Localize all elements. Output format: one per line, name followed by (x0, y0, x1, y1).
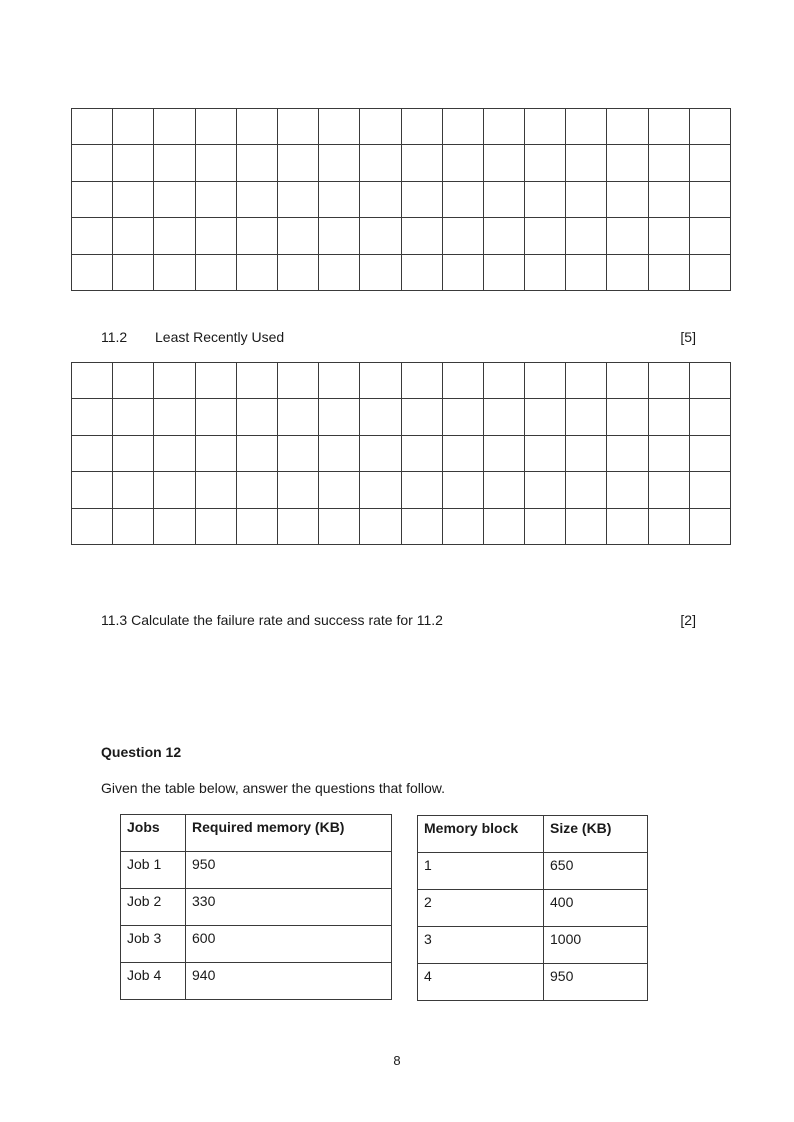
grid-cell[interactable] (525, 254, 566, 290)
grid-cell[interactable] (442, 399, 483, 435)
grid-cell[interactable] (525, 399, 566, 435)
grid-cell[interactable] (401, 109, 442, 145)
grid-cell[interactable] (154, 508, 195, 544)
grid-cell[interactable] (525, 109, 566, 145)
grid-cell[interactable] (319, 109, 360, 145)
grid-cell[interactable] (566, 399, 607, 435)
grid-cell[interactable] (154, 181, 195, 217)
grid-cell[interactable] (648, 472, 689, 508)
grid-cell[interactable] (360, 109, 401, 145)
grid-cell[interactable] (113, 109, 154, 145)
grid-cell[interactable] (607, 181, 648, 217)
grid-cell[interactable] (360, 145, 401, 181)
block-number: 1 (418, 853, 544, 890)
grid-cell[interactable] (195, 508, 236, 544)
grid-row (72, 435, 731, 471)
grid-cell[interactable] (566, 254, 607, 290)
grid-row (72, 218, 731, 254)
grid-cell[interactable] (483, 218, 524, 254)
grid-cell[interactable] (277, 145, 318, 181)
grid-cell[interactable] (483, 145, 524, 181)
grid-cell[interactable] (236, 399, 277, 435)
grid-cell[interactable] (607, 472, 648, 508)
grid-cell[interactable] (525, 218, 566, 254)
table-row (121, 852, 392, 889)
block-size: 1000 (544, 927, 648, 964)
table-row (418, 853, 648, 890)
grid-cell[interactable] (236, 145, 277, 181)
grid-cell[interactable] (154, 109, 195, 145)
question-12-intro: Given the table below, answer the questions that follow. (101, 780, 445, 796)
grid-cell[interactable] (566, 145, 607, 181)
grid-cell[interactable] (72, 363, 113, 399)
grid-cell[interactable] (277, 508, 318, 544)
grid-cell[interactable] (360, 399, 401, 435)
grid-cell[interactable] (689, 508, 730, 544)
grid-cell[interactable] (154, 472, 195, 508)
grid-cell[interactable] (648, 218, 689, 254)
grid-row (72, 254, 731, 290)
grid-cell[interactable] (72, 109, 113, 145)
grid-cell[interactable] (607, 363, 648, 399)
grid-cell[interactable] (566, 109, 607, 145)
grid-cell[interactable] (483, 399, 524, 435)
grid-cell[interactable] (483, 472, 524, 508)
grid-cell[interactable] (648, 399, 689, 435)
grid-cell[interactable] (277, 181, 318, 217)
grid-cell[interactable] (277, 363, 318, 399)
grid-cell[interactable] (277, 218, 318, 254)
grid-cell[interactable] (154, 145, 195, 181)
grid-cell[interactable] (319, 399, 360, 435)
grid-cell[interactable] (72, 145, 113, 181)
grid-cell[interactable] (442, 472, 483, 508)
question-title: Least Recently Used (155, 329, 285, 345)
grid-cell[interactable] (360, 363, 401, 399)
grid-cell[interactable] (648, 145, 689, 181)
answer-grid-lru (71, 362, 731, 545)
grid-cell[interactable] (525, 181, 566, 217)
block-number: 4 (418, 964, 544, 1001)
grid-cell[interactable] (277, 109, 318, 145)
grid-cell[interactable] (689, 254, 730, 290)
grid-row (72, 181, 731, 217)
grid-cell[interactable] (648, 363, 689, 399)
grid-cell[interactable] (401, 363, 442, 399)
grid-cell[interactable] (525, 435, 566, 471)
grid-cell[interactable] (113, 218, 154, 254)
table-row (121, 926, 392, 963)
header-required-memory: Required memory (KB) (186, 815, 392, 852)
grid-cell[interactable] (689, 399, 730, 435)
grid-cell[interactable] (236, 254, 277, 290)
block-number: 2 (418, 890, 544, 927)
grid-cell[interactable] (72, 218, 113, 254)
grid-row (72, 363, 731, 399)
grid-row (72, 508, 731, 544)
grid-cell[interactable] (72, 254, 113, 290)
grid-cell[interactable] (319, 254, 360, 290)
grid-cell[interactable] (195, 145, 236, 181)
grid-cell[interactable] (442, 435, 483, 471)
block-size: 400 (544, 890, 648, 927)
grid-cell[interactable] (607, 109, 648, 145)
grid-cell[interactable] (401, 472, 442, 508)
grid-cell[interactable] (72, 181, 113, 217)
grid-cell[interactable] (483, 109, 524, 145)
grid-cell[interactable] (689, 218, 730, 254)
grid-cell[interactable] (607, 435, 648, 471)
grid-cell[interactable] (689, 145, 730, 181)
grid-cell[interactable] (360, 435, 401, 471)
grid-cell[interactable] (113, 472, 154, 508)
grid-cell[interactable] (113, 181, 154, 217)
grid-cell[interactable] (525, 472, 566, 508)
grid-cell[interactable] (525, 363, 566, 399)
grid-cell[interactable] (689, 109, 730, 145)
grid-cell[interactable] (72, 472, 113, 508)
grid-cell[interactable] (442, 508, 483, 544)
grid-cell[interactable] (401, 145, 442, 181)
grid-cell[interactable] (442, 254, 483, 290)
table-header-row (418, 816, 648, 853)
grid-cell[interactable] (72, 435, 113, 471)
grid-cell[interactable] (195, 399, 236, 435)
table-row (121, 889, 392, 926)
grid-cell[interactable] (648, 109, 689, 145)
grid-cell[interactable] (689, 181, 730, 217)
question-11-2-heading (101, 329, 284, 345)
grid-cell[interactable] (442, 145, 483, 181)
grid-cell[interactable] (236, 218, 277, 254)
grid-cell[interactable] (566, 472, 607, 508)
grid-cell[interactable] (277, 399, 318, 435)
grid-cell[interactable] (113, 254, 154, 290)
question-number: 11.2 (101, 329, 128, 345)
grid-cell[interactable] (154, 399, 195, 435)
job-name: Job 2 (121, 889, 186, 926)
marks-11-2: [5] (680, 329, 696, 345)
grid-cell[interactable] (525, 508, 566, 544)
grid-cell[interactable] (607, 254, 648, 290)
grid-cell[interactable] (236, 435, 277, 471)
grid-row (72, 399, 731, 435)
grid-cell[interactable] (113, 508, 154, 544)
grid-cell[interactable] (442, 363, 483, 399)
grid-cell[interactable] (401, 399, 442, 435)
block-number: 3 (418, 927, 544, 964)
grid-cell[interactable] (195, 472, 236, 508)
grid-cell[interactable] (525, 145, 566, 181)
grid-cell[interactable] (607, 218, 648, 254)
grid-cell[interactable] (195, 435, 236, 471)
grid-cell[interactable] (648, 435, 689, 471)
grid-cell[interactable] (195, 363, 236, 399)
marks-11-3: [2] (680, 612, 696, 628)
grid-cell[interactable] (113, 145, 154, 181)
grid-cell[interactable] (154, 254, 195, 290)
grid-cell[interactable] (154, 218, 195, 254)
grid-cell[interactable] (195, 181, 236, 217)
grid-cell[interactable] (483, 363, 524, 399)
grid-cell[interactable] (113, 435, 154, 471)
job-memory: 600 (186, 926, 392, 963)
grid-cell[interactable] (607, 145, 648, 181)
grid-cell[interactable] (607, 508, 648, 544)
header-size: Size (KB) (544, 816, 648, 853)
grid-cell[interactable] (401, 508, 442, 544)
grid-cell[interactable] (648, 254, 689, 290)
grid-cell[interactable] (566, 181, 607, 217)
grid-cell[interactable] (483, 508, 524, 544)
grid-cell[interactable] (360, 508, 401, 544)
grid-cell[interactable] (277, 254, 318, 290)
grid-cell[interactable] (360, 218, 401, 254)
grid-cell[interactable] (319, 218, 360, 254)
grid-cell[interactable] (319, 145, 360, 181)
job-name: Job 3 (121, 926, 186, 963)
grid-cell[interactable] (401, 435, 442, 471)
grid-row (72, 145, 731, 181)
header-jobs: Jobs (121, 815, 186, 852)
grid-cell[interactable] (319, 435, 360, 471)
block-size: 950 (544, 964, 648, 1001)
job-memory: 330 (186, 889, 392, 926)
grid-cell[interactable] (566, 218, 607, 254)
grid-cell[interactable] (236, 472, 277, 508)
grid-cell[interactable] (607, 399, 648, 435)
page-number: 8 (393, 1053, 401, 1068)
grid-cell[interactable] (72, 508, 113, 544)
grid-cell[interactable] (195, 109, 236, 145)
grid-cell[interactable] (195, 254, 236, 290)
grid-cell[interactable] (113, 399, 154, 435)
grid-cell[interactable] (236, 109, 277, 145)
question-12-title: Question 12 (101, 744, 182, 760)
grid-cell[interactable] (277, 435, 318, 471)
grid-cell[interactable] (319, 363, 360, 399)
grid-cell[interactable] (483, 181, 524, 217)
grid-row (72, 472, 731, 508)
grid-cell[interactable] (319, 508, 360, 544)
grid-cell[interactable] (360, 472, 401, 508)
jobs-table (120, 814, 392, 1000)
job-name: Job 4 (121, 963, 186, 1000)
grid-cell[interactable] (689, 435, 730, 471)
grid-cell[interactable] (401, 218, 442, 254)
table-header-row (121, 815, 392, 852)
grid-cell[interactable] (401, 181, 442, 217)
table-row (418, 890, 648, 927)
grid-cell[interactable] (195, 218, 236, 254)
grid-cell[interactable] (442, 181, 483, 217)
job-memory: 950 (186, 852, 392, 889)
grid-cell[interactable] (319, 181, 360, 217)
grid-cell[interactable] (72, 399, 113, 435)
table-row (418, 927, 648, 964)
grid-cell[interactable] (442, 218, 483, 254)
grid-cell[interactable] (566, 508, 607, 544)
grid-cell[interactable] (113, 363, 154, 399)
grid-cell[interactable] (236, 363, 277, 399)
grid-cell[interactable] (154, 435, 195, 471)
grid-cell[interactable] (483, 254, 524, 290)
table-row (418, 964, 648, 1001)
job-name: Job 1 (121, 852, 186, 889)
answer-grid-top (71, 108, 731, 291)
grid-cell[interactable] (319, 472, 360, 508)
grid-cell[interactable] (689, 472, 730, 508)
grid-cell[interactable] (689, 363, 730, 399)
grid-cell[interactable] (648, 508, 689, 544)
grid-cell[interactable] (360, 254, 401, 290)
grid-cell[interactable] (277, 472, 318, 508)
question-11-3-text: 11.3 Calculate the failure rate and success rate for 11.2 (101, 612, 443, 628)
job-memory: 940 (186, 963, 392, 1000)
grid-cell[interactable] (154, 363, 195, 399)
grid-cell[interactable] (401, 254, 442, 290)
table-row (121, 963, 392, 1000)
grid-cell[interactable] (236, 181, 277, 217)
grid-row (72, 109, 731, 145)
memory-blocks-table (417, 815, 648, 1001)
block-size: 650 (544, 853, 648, 890)
grid-cell[interactable] (648, 181, 689, 217)
grid-cell[interactable] (360, 181, 401, 217)
grid-cell[interactable] (236, 508, 277, 544)
header-memory-block: Memory block (418, 816, 544, 853)
grid-cell[interactable] (442, 109, 483, 145)
grid-cell[interactable] (566, 435, 607, 471)
grid-cell[interactable] (566, 363, 607, 399)
grid-cell[interactable] (483, 435, 524, 471)
